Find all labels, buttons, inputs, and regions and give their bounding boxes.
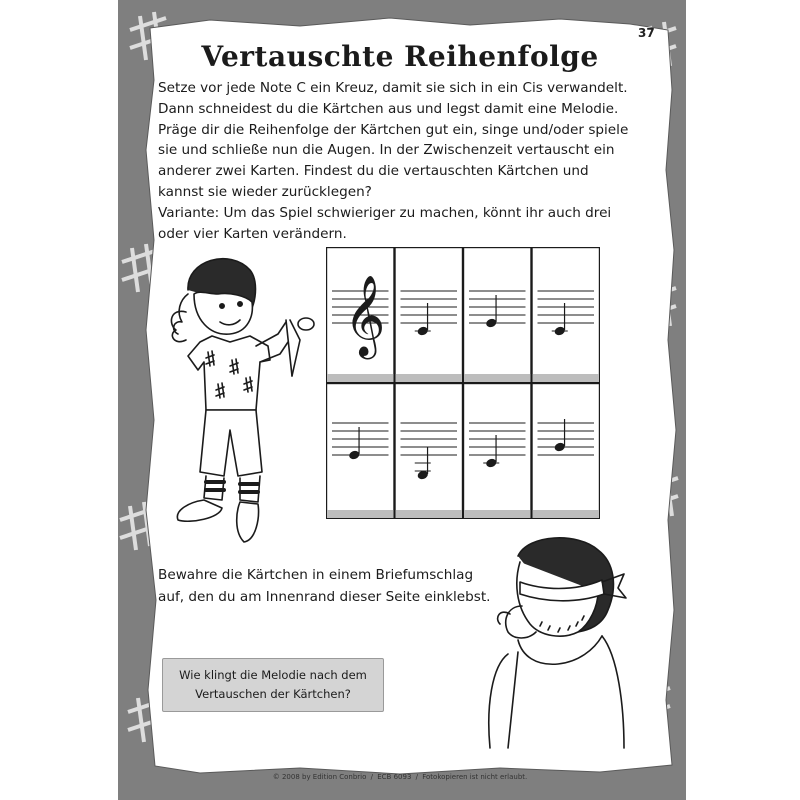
page-title: Vertauschte Reihenfolge [201,40,599,73]
instructions-line: Variante: Um das Spiel schwieriger zu machen, könnt ihr auch drei [158,204,612,221]
instructions-line: Setze vor jede Note C ein Kreuz, damit sie sich in ein Cis verwandelt. [158,80,628,96]
note-card-shadow [464,374,531,382]
note-card [532,384,600,519]
note-card [327,384,395,519]
instructions-text [158,78,628,244]
note-card-shadow [396,374,463,382]
footer-separator: / [370,773,374,781]
note-card-shadow [533,510,600,518]
note-card-shadow [327,374,394,382]
footer-notice: Fotokopieren ist nicht erlaubt. [422,773,528,781]
note-card [395,384,463,519]
question-line: Wie klingt die Melodie nach dem [179,668,367,682]
note-cards-grid [326,247,600,519]
instructions-line: kannst sie wieder zurücklegen? [158,183,372,200]
question-box [162,658,384,712]
envelope-line: auf, den du am Innenrand dieser Seite einklebst. [158,589,491,605]
footer-copyright: © 2008 by Edition Conbrio [272,773,367,781]
question-line: Vertauschen der Kärtchen? [195,687,351,701]
note-card-shadow [464,510,531,518]
note-card [464,384,532,519]
instructions-line: oder vier Karten verändern. [158,225,347,242]
instructions-line: Dann schneidest du die Kärtchen aus und legst damit eine Melodie. [158,100,619,117]
instructions-line: sie und schließe nun die Augen. In der Zwischenzeit vertauscht ein [158,142,615,159]
footer-catalog: ECB 6093 [377,773,412,781]
envelope-instructions [158,564,491,608]
note-card-shadow [327,510,394,518]
note-card-shadow [533,374,600,382]
envelope-line: Bewahre die Kärtchen in einem Briefumschlag [158,567,474,583]
instructions-line: Präge dir die Reihenfolge der Kärtchen gut ein, singe und/oder spiele [158,121,629,138]
page-number: 37 [638,26,655,40]
note-card-shadow [396,510,463,518]
girl-with-scissors-illustration [160,250,325,550]
footer-separator: / [415,773,418,781]
question-text [163,666,383,704]
instructions-line: anderer zwei Karten. Findest du die vertauschten Kärtchen und [158,163,589,180]
blindfolded-boy-illustration [478,536,628,751]
footer [0,773,800,781]
treble-clef-icon: 𝄞 [344,274,386,356]
